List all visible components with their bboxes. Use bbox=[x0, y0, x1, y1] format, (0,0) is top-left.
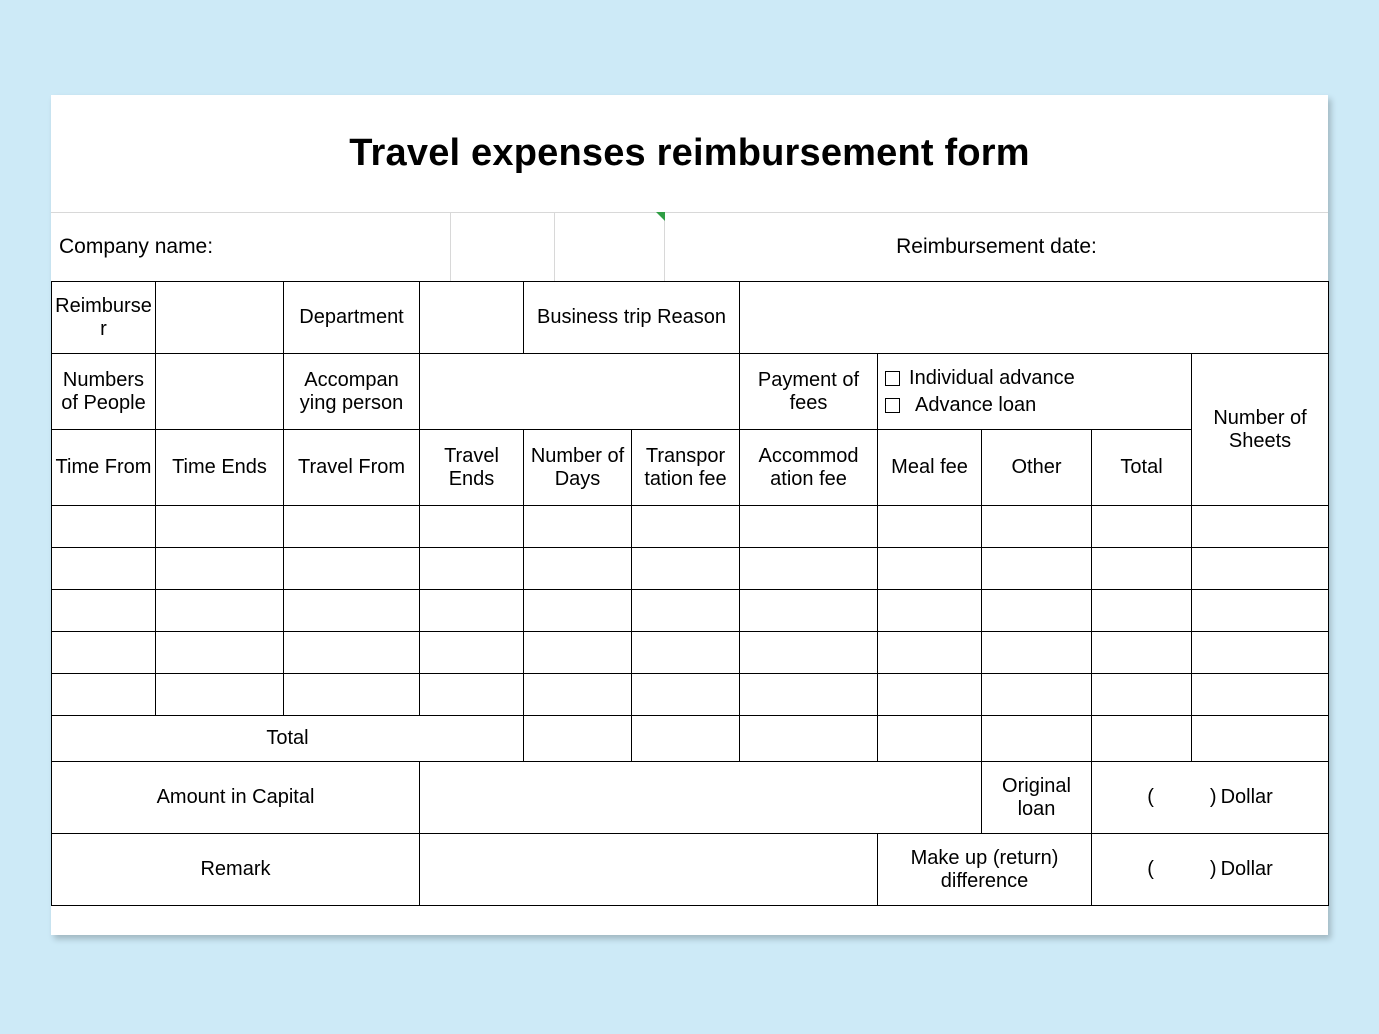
table-row-remark bbox=[52, 834, 1329, 906]
cell-time-from[interactable] bbox=[52, 506, 156, 548]
info-blank-cell-1[interactable] bbox=[451, 213, 555, 281]
table-row bbox=[52, 590, 1329, 632]
cell-time-ends[interactable] bbox=[156, 506, 284, 548]
payment-of-fees-options-cell bbox=[878, 354, 1192, 430]
cell-accommodation-fee[interactable] bbox=[740, 548, 878, 590]
department-label-cell: Department bbox=[284, 282, 420, 354]
column-header-transportation-fee: Transpor tation fee bbox=[632, 430, 740, 506]
table-row bbox=[52, 506, 1329, 548]
number-of-sheets-label-cell: Number of Sheets bbox=[1192, 354, 1329, 506]
column-header-number-of-days: Number of Days bbox=[524, 430, 632, 506]
table-row-reimburser bbox=[52, 282, 1329, 354]
column-header-accommodation-fee: Accommod ation fee bbox=[740, 430, 878, 506]
cell-travel-from[interactable] bbox=[284, 506, 420, 548]
cell-travel-ends[interactable] bbox=[420, 674, 524, 716]
cell-number-of-days[interactable] bbox=[524, 632, 632, 674]
cell-travel-ends[interactable] bbox=[420, 506, 524, 548]
cell-meal-fee[interactable] bbox=[878, 590, 982, 632]
table-row-total bbox=[52, 716, 1329, 762]
column-header-travel-ends: Travel Ends bbox=[420, 430, 524, 506]
cell-transportation-fee[interactable] bbox=[632, 548, 740, 590]
cell-transportation-fee[interactable] bbox=[632, 632, 740, 674]
cell-other[interactable] bbox=[982, 674, 1092, 716]
cell-total[interactable] bbox=[1092, 506, 1192, 548]
makeup-open-paren: ( bbox=[1147, 858, 1154, 880]
cell-number-of-sheets[interactable] bbox=[1192, 506, 1329, 548]
total-number-of-sheets[interactable] bbox=[1192, 716, 1329, 762]
cell-travel-ends[interactable] bbox=[420, 590, 524, 632]
payment-of-fees-label-cell: Payment of fees bbox=[740, 354, 878, 430]
cell-time-from[interactable] bbox=[52, 632, 156, 674]
column-header-total: Total bbox=[1092, 430, 1192, 506]
green-corner-marker-icon bbox=[656, 212, 665, 221]
option-individual-advance[interactable] bbox=[881, 365, 1188, 392]
cell-time-from[interactable] bbox=[52, 674, 156, 716]
amount-in-capital-value-cell[interactable] bbox=[420, 762, 982, 834]
cell-transportation-fee[interactable] bbox=[632, 506, 740, 548]
cell-meal-fee[interactable] bbox=[878, 548, 982, 590]
cell-accommodation-fee[interactable] bbox=[740, 506, 878, 548]
cell-number-of-days[interactable] bbox=[524, 506, 632, 548]
info-band bbox=[51, 213, 1328, 281]
numbers-of-people-label-cell: Numbers of People bbox=[52, 354, 156, 430]
total-accommodation-fee[interactable] bbox=[740, 716, 878, 762]
amount-in-capital-label-cell: Amount in Capital bbox=[52, 762, 420, 834]
reimbursement-date-cell[interactable] bbox=[665, 213, 1328, 281]
cell-number-of-days[interactable] bbox=[524, 548, 632, 590]
cell-other[interactable] bbox=[982, 548, 1092, 590]
cell-travel-ends[interactable] bbox=[420, 632, 524, 674]
original-loan-open-paren: ( bbox=[1147, 786, 1154, 808]
reimburser-value-cell[interactable] bbox=[156, 282, 284, 354]
original-loan-close-paren: ) bbox=[1209, 786, 1217, 808]
cell-transportation-fee[interactable] bbox=[632, 674, 740, 716]
cell-time-ends[interactable] bbox=[156, 674, 284, 716]
cell-time-ends[interactable] bbox=[156, 590, 284, 632]
table-row-people-payment bbox=[52, 354, 1329, 430]
table-row-amount-in-capital bbox=[52, 762, 1329, 834]
checkbox-individual-advance-icon[interactable] bbox=[885, 371, 900, 386]
accompanying-person-label-cell: Accompan ying person bbox=[284, 354, 420, 430]
total-total[interactable] bbox=[1092, 716, 1192, 762]
cell-total[interactable] bbox=[1092, 548, 1192, 590]
makeup-difference-amount-cell[interactable] bbox=[1092, 834, 1329, 906]
table-row-column-headers bbox=[52, 430, 1329, 506]
cell-travel-from[interactable] bbox=[284, 632, 420, 674]
department-value-cell[interactable] bbox=[420, 282, 524, 354]
original-loan-label-cell: Original loan bbox=[982, 762, 1092, 834]
cell-other[interactable] bbox=[982, 506, 1092, 548]
table-row bbox=[52, 548, 1329, 590]
cell-accommodation-fee[interactable] bbox=[740, 674, 878, 716]
makeup-currency-unit: Dollar bbox=[1220, 858, 1273, 880]
info-blank-cell-2[interactable] bbox=[555, 213, 665, 281]
cell-number-of-sheets[interactable] bbox=[1192, 674, 1329, 716]
cell-time-from[interactable] bbox=[52, 548, 156, 590]
cell-number-of-sheets[interactable] bbox=[1192, 590, 1329, 632]
makeup-difference-label-cell: Make up (return) difference bbox=[878, 834, 1092, 906]
company-name-label: Company name: bbox=[59, 235, 214, 258]
total-other[interactable] bbox=[982, 716, 1092, 762]
cell-other[interactable] bbox=[982, 632, 1092, 674]
total-meal-fee[interactable] bbox=[878, 716, 982, 762]
cell-number-of-sheets[interactable] bbox=[1192, 548, 1329, 590]
checkbox-advance-loan-icon[interactable] bbox=[885, 398, 900, 413]
option-advance-loan-label: Advance loan bbox=[915, 393, 1037, 416]
reimburser-label-cell: Reimburser bbox=[52, 282, 156, 354]
business-trip-reason-label-cell: Business trip Reason bbox=[524, 282, 740, 354]
cell-transportation-fee[interactable] bbox=[632, 590, 740, 632]
cell-travel-from[interactable] bbox=[284, 548, 420, 590]
column-header-meal-fee: Meal fee bbox=[878, 430, 982, 506]
column-header-time-from: Time From bbox=[52, 430, 156, 506]
original-loan-currency-unit: Dollar bbox=[1220, 786, 1273, 808]
cell-travel-ends[interactable] bbox=[420, 548, 524, 590]
cell-travel-from[interactable] bbox=[284, 590, 420, 632]
cell-total[interactable] bbox=[1092, 674, 1192, 716]
cell-number-of-days[interactable] bbox=[524, 590, 632, 632]
total-number-of-days[interactable] bbox=[524, 716, 632, 762]
table-row bbox=[52, 674, 1329, 716]
remark-value-cell[interactable] bbox=[420, 834, 878, 906]
cell-meal-fee[interactable] bbox=[878, 506, 982, 548]
remark-label-cell: Remark bbox=[52, 834, 420, 906]
reimbursement-date-label: Reimbursement date: bbox=[896, 235, 1097, 258]
accompanying-person-value-cell[interactable] bbox=[420, 354, 740, 430]
business-trip-reason-value-cell[interactable] bbox=[740, 282, 1329, 354]
company-name-cell[interactable] bbox=[51, 213, 451, 281]
cell-travel-from[interactable] bbox=[284, 674, 420, 716]
page-title: Travel expenses reimbursement form bbox=[349, 132, 1030, 174]
cell-time-ends[interactable] bbox=[156, 632, 284, 674]
column-header-time-ends: Time Ends bbox=[156, 430, 284, 506]
cell-accommodation-fee[interactable] bbox=[740, 590, 878, 632]
total-label-cell: Total bbox=[52, 716, 524, 762]
cell-total[interactable] bbox=[1092, 632, 1192, 674]
cell-meal-fee[interactable] bbox=[878, 632, 982, 674]
column-header-other: Other bbox=[982, 430, 1092, 506]
cell-accommodation-fee[interactable] bbox=[740, 632, 878, 674]
total-transportation-fee[interactable] bbox=[632, 716, 740, 762]
column-header-travel-from: Travel From bbox=[284, 430, 420, 506]
makeup-close-paren: ) bbox=[1209, 858, 1217, 880]
cell-other[interactable] bbox=[982, 590, 1092, 632]
title-band bbox=[51, 95, 1328, 213]
cell-time-from[interactable] bbox=[52, 590, 156, 632]
cell-meal-fee[interactable] bbox=[878, 674, 982, 716]
form-sheet bbox=[51, 95, 1328, 935]
cell-number-of-days[interactable] bbox=[524, 674, 632, 716]
cell-total[interactable] bbox=[1092, 590, 1192, 632]
reimbursement-table bbox=[51, 281, 1329, 906]
cell-time-ends[interactable] bbox=[156, 548, 284, 590]
numbers-of-people-value-cell[interactable] bbox=[156, 354, 284, 430]
option-individual-advance-label: Individual advance bbox=[909, 366, 1075, 389]
cell-number-of-sheets[interactable] bbox=[1192, 632, 1329, 674]
option-advance-loan[interactable] bbox=[881, 392, 1188, 419]
table-row bbox=[52, 632, 1329, 674]
original-loan-amount-cell[interactable] bbox=[1092, 762, 1329, 834]
